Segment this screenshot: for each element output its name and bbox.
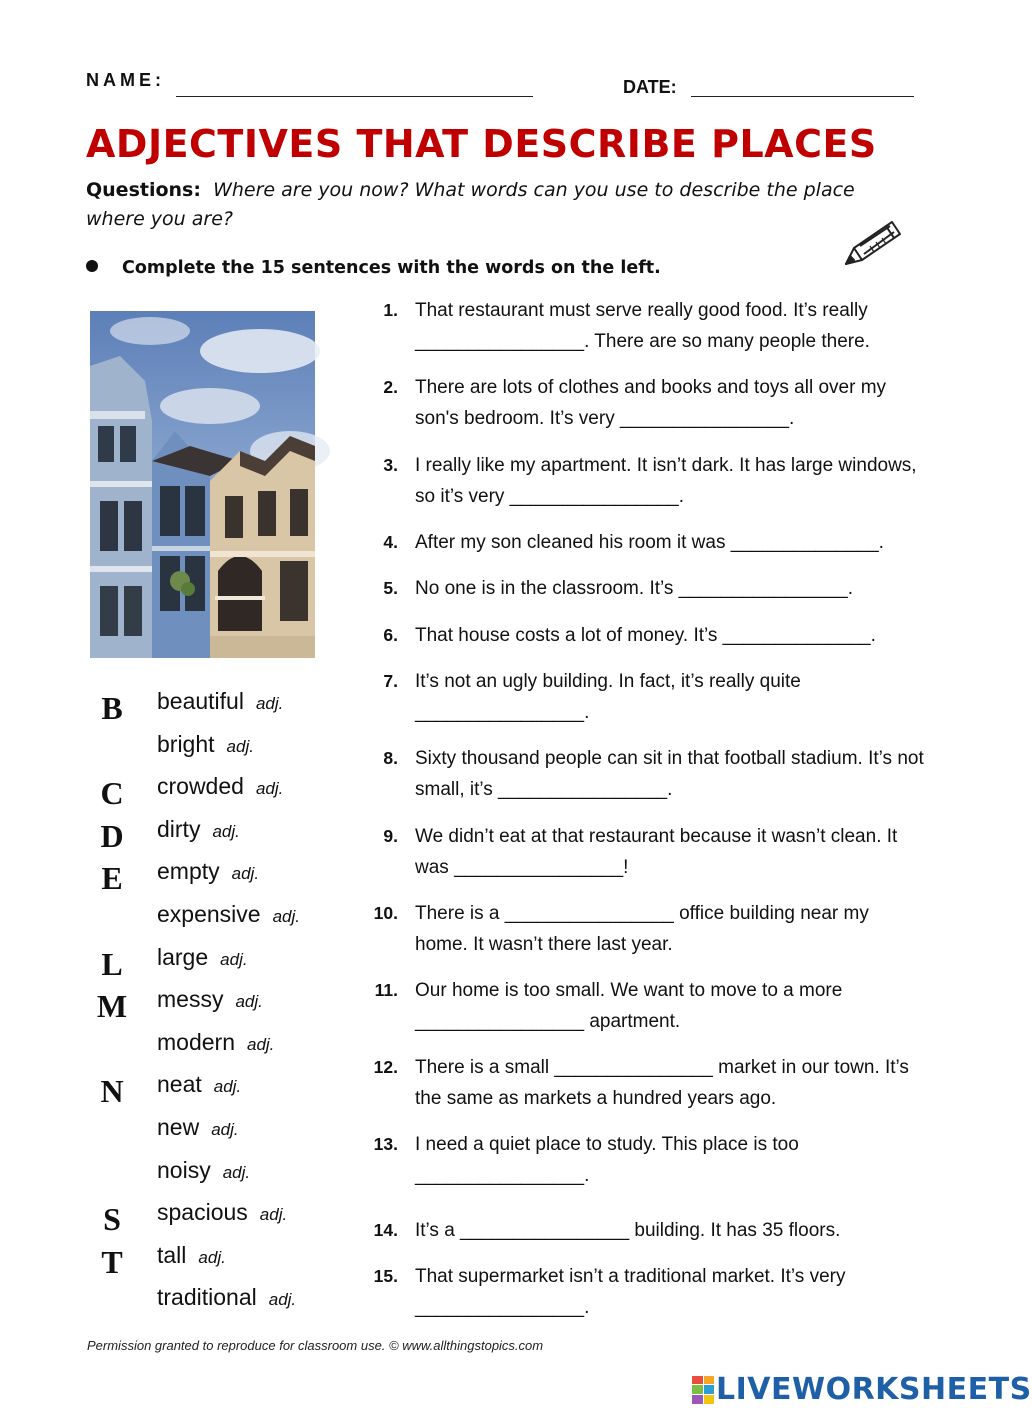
word-entry: [157, 901, 300, 928]
part-of-speech: adj.: [220, 949, 248, 969]
sentence-text: There are lots of clothes and books and toys all over my son's bedroom. It’s very ________________.: [415, 377, 887, 429]
word-text: crowded: [157, 773, 244, 800]
word-item: [90, 899, 350, 942]
word-entry: [157, 1199, 287, 1226]
sentence-text: There is a small _______________ market in our town. It’s the same as markets a hundred years ago.: [415, 1057, 909, 1109]
sentence-number: 9.: [383, 826, 398, 846]
sentence-number: 15.: [373, 1266, 398, 1286]
word-entry: [157, 1071, 241, 1098]
sentence-number: 2.: [383, 377, 398, 397]
word-text: spacious: [157, 1199, 248, 1226]
word-item: [90, 729, 350, 772]
word-text: neat: [157, 1071, 202, 1098]
word-item: [90, 1197, 350, 1240]
part-of-speech: adj.: [255, 779, 284, 799]
word-text: beautiful: [157, 688, 244, 714]
word-text: noisy: [157, 1156, 211, 1183]
word-entry: [157, 944, 248, 971]
sentence-text: There is a ________________ office building near my home. It wasn’t there last year.: [415, 903, 869, 955]
sentence-text: Our home is too small. We want to move to a more ________________ apartment.: [415, 980, 843, 1032]
part-of-speech: adj.: [272, 906, 300, 926]
word-item: [90, 1282, 350, 1325]
word-text: tall: [157, 1241, 187, 1268]
word-item: [90, 1155, 350, 1198]
building-photo: [90, 311, 315, 658]
index-letter: T: [101, 1243, 123, 1280]
sentence-text: I really like my apartment. It isn’t dark. It has large windows, so it’s very ________________.: [415, 455, 917, 507]
sentence-text: After my son cleaned his room it was ______________.: [415, 532, 884, 553]
word-item: [90, 942, 350, 985]
part-of-speech: adj.: [198, 1247, 226, 1267]
word-item: [90, 686, 350, 729]
word-entry: [157, 986, 263, 1013]
word-item: [90, 1112, 350, 1155]
word-item: [90, 1069, 350, 1112]
sentence-number: 6.: [383, 625, 398, 645]
word-list: [90, 686, 350, 1325]
word-entry: [157, 773, 283, 800]
sentence-text: We didn’t eat at that restaurant because it wasn’t clean. It was ________________!: [415, 826, 898, 878]
brand-logo: [692, 1372, 1032, 1407]
word-text: modern: [157, 1028, 235, 1055]
page-title: ADJECTIVES THAT DESCRIBE PLACES: [86, 122, 877, 166]
sentence-text: It’s a ________________ building. It has 35 floors.: [415, 1220, 841, 1241]
word-entry: [157, 1029, 274, 1056]
sentence-text: No one is in the classroom. It’s ________________.: [415, 578, 854, 599]
date-field[interactable]: [691, 96, 914, 97]
sentence-number: 11.: [374, 980, 398, 1000]
word-text: new: [157, 1113, 200, 1140]
sentence-text: It’s not an ugly building. In fact, it’s really quite ________________.: [415, 671, 801, 723]
index-letter: E: [101, 860, 123, 897]
brand-text: LIVEWORKSHEETS: [716, 1372, 1032, 1407]
word-entry: [157, 816, 240, 843]
intro-questions: [86, 176, 866, 234]
word-entry: [157, 688, 283, 715]
index-letter: L: [101, 945, 123, 982]
sentence-text: I need a quiet place to study. This place is too ________________.: [415, 1134, 799, 1186]
word-text: large: [157, 943, 209, 970]
word-item: [90, 814, 350, 857]
sentence-number: 4.: [383, 532, 398, 552]
sentence-number: 1.: [383, 300, 398, 320]
footer-permission: Permission granted to reproduce for classroom use. © www.allthingstopics.com: [87, 1338, 544, 1353]
word-item: [90, 984, 350, 1027]
word-text: traditional: [157, 1284, 257, 1311]
sentence-text: Sixty thousand people can sit in that football stadium. It’s not small, it’s ________________.: [415, 748, 924, 800]
sentence-text: That house costs a lot of money. It’s ______________.: [415, 625, 876, 646]
questions-text: Where are you now? What words can you use to describe the place where you are?: [86, 179, 855, 230]
questions-label: Questions:: [86, 179, 201, 201]
liveworksheets-icon: [692, 1376, 714, 1404]
name-field[interactable]: [176, 96, 533, 97]
sentence-number: 10.: [373, 903, 398, 923]
date-label: DATE:: [623, 77, 677, 97]
part-of-speech: adj.: [222, 1162, 251, 1182]
word-entry: [157, 731, 254, 758]
word-text: messy: [157, 986, 224, 1013]
index-letter: D: [100, 817, 124, 854]
word-text: expensive: [157, 900, 261, 927]
word-entry: [157, 1114, 239, 1141]
word-item: [90, 1240, 350, 1283]
word-text: bright: [157, 730, 215, 757]
instruction: [86, 258, 661, 278]
sentence-number: 7.: [383, 671, 398, 691]
part-of-speech: adj.: [231, 864, 260, 884]
pencil-icon: [840, 212, 908, 272]
sentence-number: 13.: [373, 1134, 398, 1154]
sentence-text: That restaurant must serve really good food. It’s really ________________. There are so many people there.: [415, 300, 870, 352]
index-letter: M: [96, 988, 128, 1025]
word-item: [90, 1027, 350, 1070]
part-of-speech: adj.: [213, 1077, 242, 1097]
sentence-number: 3.: [383, 455, 398, 475]
part-of-speech: adj.: [246, 1034, 275, 1054]
bullet-icon: [86, 260, 98, 272]
part-of-speech: adj.: [255, 694, 284, 713]
name-label: NAME:: [86, 70, 165, 90]
sentence-number: 12.: [373, 1057, 398, 1077]
index-letter: N: [100, 1073, 124, 1110]
part-of-speech: adj.: [259, 1205, 288, 1225]
word-text: empty: [157, 858, 220, 885]
sentence-text: That supermarket isn’t a traditional market. It’s very ________________.: [415, 1266, 846, 1318]
part-of-speech: adj.: [212, 821, 240, 841]
index-letter: C: [100, 775, 124, 812]
part-of-speech: adj.: [226, 736, 254, 756]
sentence-number: 8.: [383, 748, 398, 768]
word-item: [90, 856, 350, 899]
sentence-number: 5.: [383, 578, 398, 598]
word-entry: [157, 1157, 250, 1184]
index-letter: B: [101, 690, 123, 726]
instruction-text: Complete the 15 sentences with the words on the left.: [122, 258, 661, 278]
word-item: [90, 771, 350, 814]
index-letter: S: [103, 1201, 121, 1238]
sentence-number: 14.: [373, 1220, 398, 1240]
part-of-speech: adj.: [211, 1119, 239, 1139]
word-entry: [157, 858, 259, 885]
word-text: dirty: [157, 815, 201, 842]
part-of-speech: adj.: [235, 992, 263, 1012]
word-entry: [157, 1242, 226, 1269]
word-entry: [157, 1284, 296, 1311]
part-of-speech: adj.: [268, 1290, 297, 1310]
